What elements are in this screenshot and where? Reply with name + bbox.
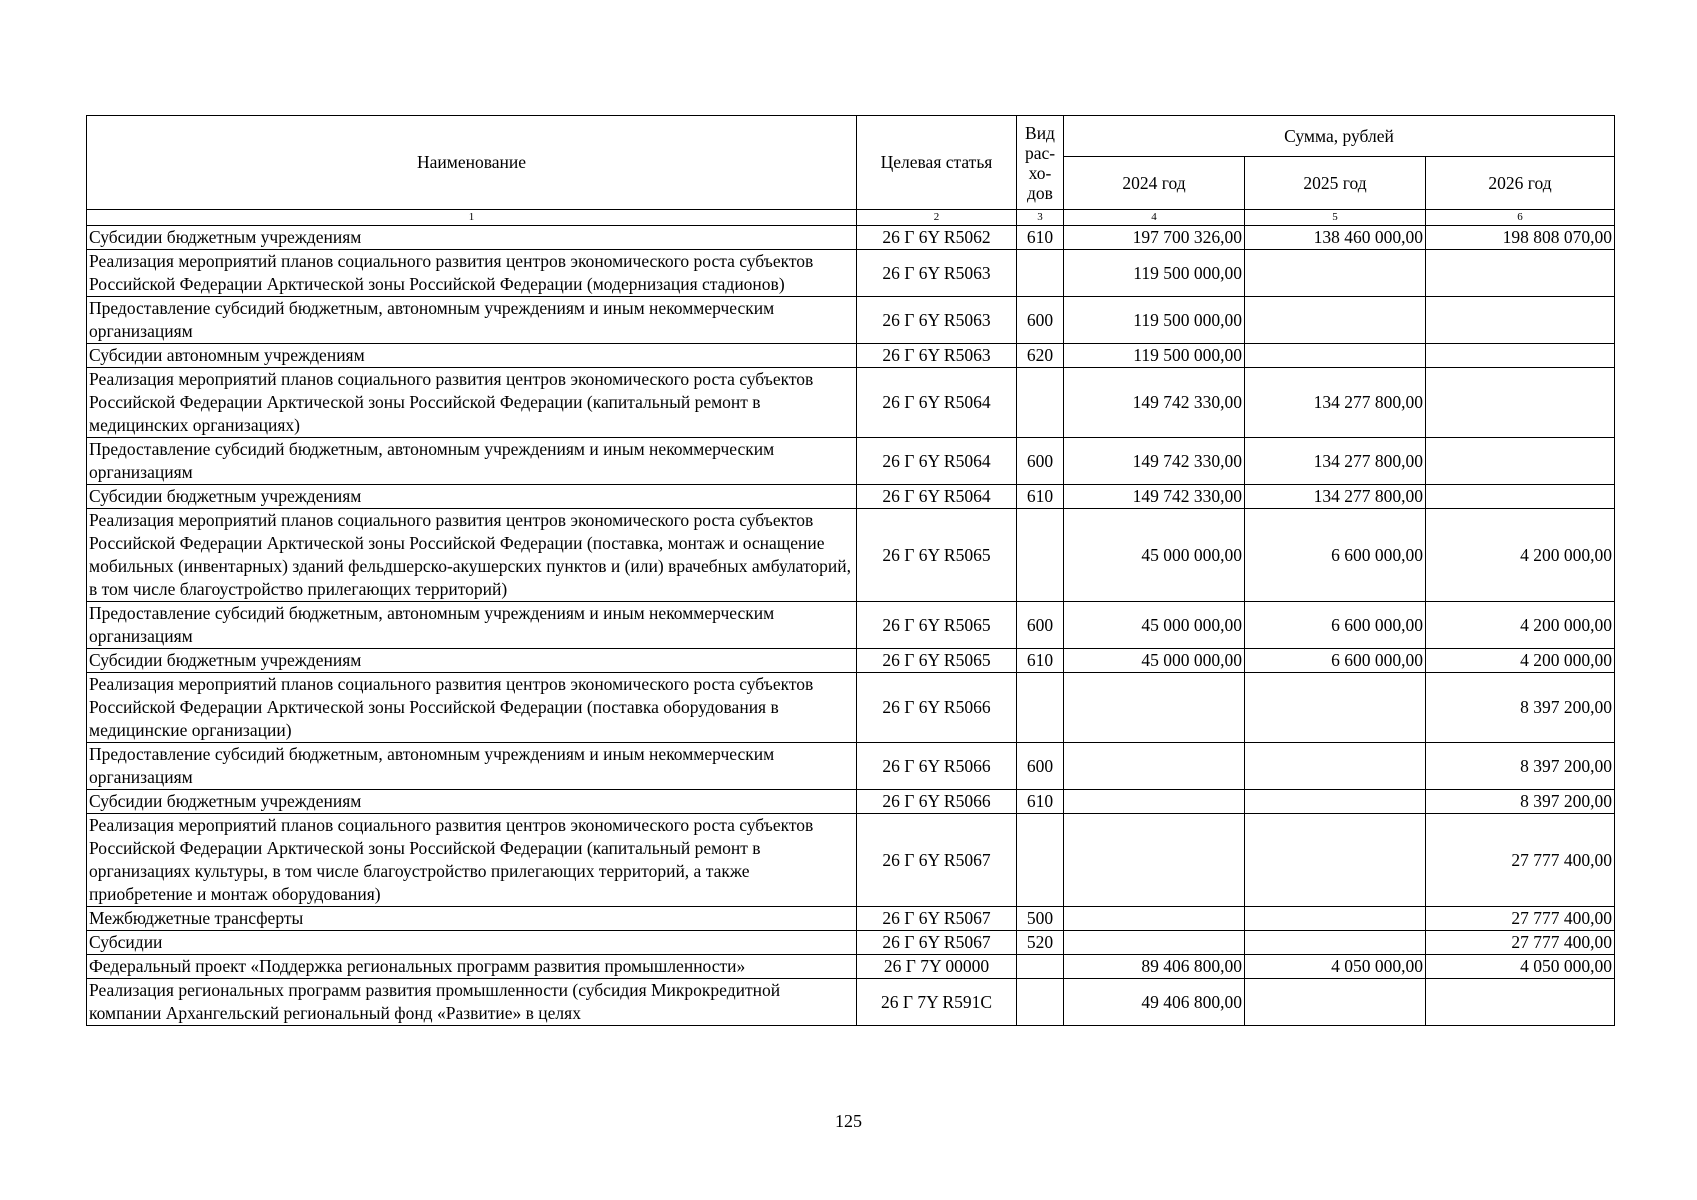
table-row bbox=[87, 955, 1615, 979]
row-name: Реализация мероприятий планов социального развития центров экономического роста субъектов Российской Федерации Арктической зоны Российской Федерации (модернизация стадионов) bbox=[87, 250, 857, 297]
table-row bbox=[87, 649, 1615, 673]
table-row bbox=[87, 907, 1615, 931]
row-expense-type bbox=[1017, 814, 1064, 907]
row-name: Субсидии автономным учреждениям bbox=[87, 344, 857, 368]
row-expense-type: 600 bbox=[1017, 602, 1064, 649]
row-expense-type bbox=[1017, 250, 1064, 297]
row-target-article: 26 Г 6Y R5063 bbox=[857, 250, 1017, 297]
header-row bbox=[87, 116, 1615, 157]
row-sum-2024: 149 742 330,00 bbox=[1064, 368, 1245, 438]
column-number: 5 bbox=[1245, 210, 1426, 226]
row-sum-2024 bbox=[1064, 907, 1245, 931]
table-row bbox=[87, 250, 1615, 297]
row-sum-2026: 198 808 070,00 bbox=[1426, 226, 1615, 250]
row-target-article: 26 Г 7Y 00000 bbox=[857, 955, 1017, 979]
row-name: Субсидии бюджетным учреждениям bbox=[87, 790, 857, 814]
header-year-2026: 2026 год bbox=[1426, 157, 1615, 210]
header-name: Наименование bbox=[87, 116, 857, 210]
row-name: Предоставление субсидий бюджетным, автономным учреждениям и иным некоммерческим организациям bbox=[87, 297, 857, 344]
row-sum-2025: 6 600 000,00 bbox=[1245, 509, 1426, 602]
row-name: Межбюджетные трансферты bbox=[87, 907, 857, 931]
row-target-article: 26 Г 6Y R5063 bbox=[857, 344, 1017, 368]
row-sum-2024 bbox=[1064, 743, 1245, 790]
row-target-article: 26 Г 6Y R5067 bbox=[857, 814, 1017, 907]
row-sum-2024: 45 000 000,00 bbox=[1064, 602, 1245, 649]
row-name: Реализация региональных программ развития промышленности (субсидия Микрокредитной компании Архангельский региональный фонд «Развитие» в целях bbox=[87, 979, 857, 1026]
header-year-2025: 2025 год bbox=[1245, 157, 1426, 210]
row-expense-type: 600 bbox=[1017, 743, 1064, 790]
row-target-article: 26 Г 6Y R5064 bbox=[857, 485, 1017, 509]
row-sum-2026: 4 050 000,00 bbox=[1426, 955, 1615, 979]
row-expense-type bbox=[1017, 673, 1064, 743]
table-header bbox=[87, 116, 1615, 226]
row-sum-2026 bbox=[1426, 485, 1615, 509]
row-sum-2025 bbox=[1245, 790, 1426, 814]
table-row bbox=[87, 673, 1615, 743]
row-sum-2024: 49 406 800,00 bbox=[1064, 979, 1245, 1026]
row-sum-2025: 4 050 000,00 bbox=[1245, 955, 1426, 979]
row-sum-2024: 45 000 000,00 bbox=[1064, 649, 1245, 673]
row-target-article: 26 Г 6Y R5065 bbox=[857, 509, 1017, 602]
row-sum-2026: 4 200 000,00 bbox=[1426, 509, 1615, 602]
row-name: Федеральный проект «Поддержка региональных программ развития промышленности» bbox=[87, 955, 857, 979]
row-sum-2025 bbox=[1245, 931, 1426, 955]
page-number: 125 bbox=[835, 1111, 862, 1131]
row-expense-type: 610 bbox=[1017, 485, 1064, 509]
row-sum-2025: 138 460 000,00 bbox=[1245, 226, 1426, 250]
table-row bbox=[87, 438, 1615, 485]
row-sum-2024 bbox=[1064, 931, 1245, 955]
row-name: Предоставление субсидий бюджетным, автономным учреждениям и иным некоммерческим организациям bbox=[87, 743, 857, 790]
row-name: Реализация мероприятий планов социального развития центров экономического роста субъектов Российской Федерации Арктической зоны Российской Федерации (поставка оборудования в медицинские организации) bbox=[87, 673, 857, 743]
row-sum-2026 bbox=[1426, 297, 1615, 344]
row-target-article: 26 Г 6Y R5064 bbox=[857, 368, 1017, 438]
row-sum-2024: 119 500 000,00 bbox=[1064, 297, 1245, 344]
row-target-article: 26 Г 6Y R5066 bbox=[857, 790, 1017, 814]
row-sum-2024 bbox=[1064, 673, 1245, 743]
row-target-article: 26 Г 6Y R5067 bbox=[857, 907, 1017, 931]
row-sum-2024 bbox=[1064, 814, 1245, 907]
row-sum-2025 bbox=[1245, 250, 1426, 297]
row-name: Предоставление субсидий бюджетным, автономным учреждениям и иным некоммерческим организациям bbox=[87, 602, 857, 649]
table-row bbox=[87, 814, 1615, 907]
row-sum-2025: 6 600 000,00 bbox=[1245, 602, 1426, 649]
row-name: Реализация мероприятий планов социального развития центров экономического роста субъектов Российской Федерации Арктической зоны Российской Федерации (капитальный ремонт в организациях культуры, в том числе благоустройство прилегающих территорий, а также приобретение и монтаж оборудования) bbox=[87, 814, 857, 907]
row-sum-2024: 119 500 000,00 bbox=[1064, 344, 1245, 368]
row-sum-2024: 149 742 330,00 bbox=[1064, 485, 1245, 509]
row-expense-type: 620 bbox=[1017, 344, 1064, 368]
row-expense-type: 500 bbox=[1017, 907, 1064, 931]
row-sum-2026: 4 200 000,00 bbox=[1426, 649, 1615, 673]
row-sum-2024: 89 406 800,00 bbox=[1064, 955, 1245, 979]
row-sum-2026: 27 777 400,00 bbox=[1426, 931, 1615, 955]
row-name: Субсидии бюджетным учреждениям bbox=[87, 226, 857, 250]
column-number: 6 bbox=[1426, 210, 1615, 226]
row-target-article: 26 Г 6Y R5065 bbox=[857, 602, 1017, 649]
table-row bbox=[87, 297, 1615, 344]
header-expense-type: Вид рас-хо-дов bbox=[1017, 116, 1064, 210]
row-name: Реализация мероприятий планов социального развития центров экономического роста субъектов Российской Федерации Арктической зоны Российской Федерации (поставка, монтаж и оснащение мобильных (инвентарных) зданий фельдшерско-акушерских пунктов и (или) врачебных амбулаторий, в том числе благоустройство прилегающих территорий) bbox=[87, 509, 857, 602]
row-sum-2025: 6 600 000,00 bbox=[1245, 649, 1426, 673]
row-sum-2025 bbox=[1245, 297, 1426, 344]
row-expense-type: 610 bbox=[1017, 649, 1064, 673]
row-sum-2026 bbox=[1426, 438, 1615, 485]
row-target-article: 26 Г 6Y R5066 bbox=[857, 743, 1017, 790]
header-sum: Сумма, рублей bbox=[1064, 116, 1615, 157]
row-sum-2024: 119 500 000,00 bbox=[1064, 250, 1245, 297]
row-expense-type: 610 bbox=[1017, 226, 1064, 250]
row-expense-type bbox=[1017, 509, 1064, 602]
row-sum-2025 bbox=[1245, 673, 1426, 743]
header-year-2024: 2024 год bbox=[1064, 157, 1245, 210]
row-sum-2026: 8 397 200,00 bbox=[1426, 673, 1615, 743]
table-row bbox=[87, 743, 1615, 790]
row-sum-2024: 149 742 330,00 bbox=[1064, 438, 1245, 485]
table-row bbox=[87, 226, 1615, 250]
row-expense-type: 600 bbox=[1017, 297, 1064, 344]
row-name: Реализация мероприятий планов социального развития центров экономического роста субъектов Российской Федерации Арктической зоны Российской Федерации (капитальный ремонт в медицинских организациях) bbox=[87, 368, 857, 438]
row-sum-2026 bbox=[1426, 250, 1615, 297]
row-name: Предоставление субсидий бюджетным, автономным учреждениям и иным некоммерческим организациям bbox=[87, 438, 857, 485]
row-sum-2024 bbox=[1064, 790, 1245, 814]
row-sum-2026 bbox=[1426, 368, 1615, 438]
table-row bbox=[87, 485, 1615, 509]
row-target-article: 26 Г 6Y R5064 bbox=[857, 438, 1017, 485]
table-row bbox=[87, 368, 1615, 438]
table-row bbox=[87, 979, 1615, 1026]
row-target-article: 26 Г 6Y R5066 bbox=[857, 673, 1017, 743]
row-target-article: 26 Г 7Y R591C bbox=[857, 979, 1017, 1026]
row-name: Субсидии bbox=[87, 931, 857, 955]
row-sum-2025 bbox=[1245, 907, 1426, 931]
row-expense-type bbox=[1017, 368, 1064, 438]
row-sum-2025: 134 277 800,00 bbox=[1245, 368, 1426, 438]
row-target-article: 26 Г 6Y R5062 bbox=[857, 226, 1017, 250]
row-expense-type bbox=[1017, 979, 1064, 1026]
column-number: 1 bbox=[87, 210, 857, 226]
row-expense-type: 520 bbox=[1017, 931, 1064, 955]
row-name: Субсидии бюджетным учреждениям bbox=[87, 649, 857, 673]
row-expense-type: 610 bbox=[1017, 790, 1064, 814]
row-name: Субсидии бюджетным учреждениям bbox=[87, 485, 857, 509]
row-sum-2025: 134 277 800,00 bbox=[1245, 438, 1426, 485]
row-sum-2025 bbox=[1245, 344, 1426, 368]
row-expense-type: 600 bbox=[1017, 438, 1064, 485]
row-sum-2026 bbox=[1426, 344, 1615, 368]
row-sum-2026: 4 200 000,00 bbox=[1426, 602, 1615, 649]
column-number: 3 bbox=[1017, 210, 1064, 226]
row-sum-2025: 134 277 800,00 bbox=[1245, 485, 1426, 509]
row-target-article: 26 Г 6Y R5067 bbox=[857, 931, 1017, 955]
row-sum-2026: 27 777 400,00 bbox=[1426, 814, 1615, 907]
table-row bbox=[87, 344, 1615, 368]
row-sum-2025 bbox=[1245, 743, 1426, 790]
row-sum-2026: 27 777 400,00 bbox=[1426, 907, 1615, 931]
table-row bbox=[87, 602, 1615, 649]
row-target-article: 26 Г 6Y R5065 bbox=[857, 649, 1017, 673]
row-sum-2026 bbox=[1426, 979, 1615, 1026]
row-target-article: 26 Г 6Y R5063 bbox=[857, 297, 1017, 344]
row-sum-2024: 45 000 000,00 bbox=[1064, 509, 1245, 602]
column-number: 2 bbox=[857, 210, 1017, 226]
row-sum-2026: 8 397 200,00 bbox=[1426, 790, 1615, 814]
column-number: 4 bbox=[1064, 210, 1245, 226]
row-expense-type bbox=[1017, 955, 1064, 979]
row-sum-2024: 197 700 326,00 bbox=[1064, 226, 1245, 250]
header-target-article: Целевая статья bbox=[857, 116, 1017, 210]
table-body bbox=[87, 226, 1615, 1026]
row-sum-2026: 8 397 200,00 bbox=[1426, 743, 1615, 790]
table-row bbox=[87, 931, 1615, 955]
row-sum-2025 bbox=[1245, 814, 1426, 907]
table-row bbox=[87, 790, 1615, 814]
table-row bbox=[87, 509, 1615, 602]
column-number-row bbox=[87, 210, 1615, 226]
budget-table bbox=[86, 115, 1615, 1026]
row-sum-2025 bbox=[1245, 979, 1426, 1026]
